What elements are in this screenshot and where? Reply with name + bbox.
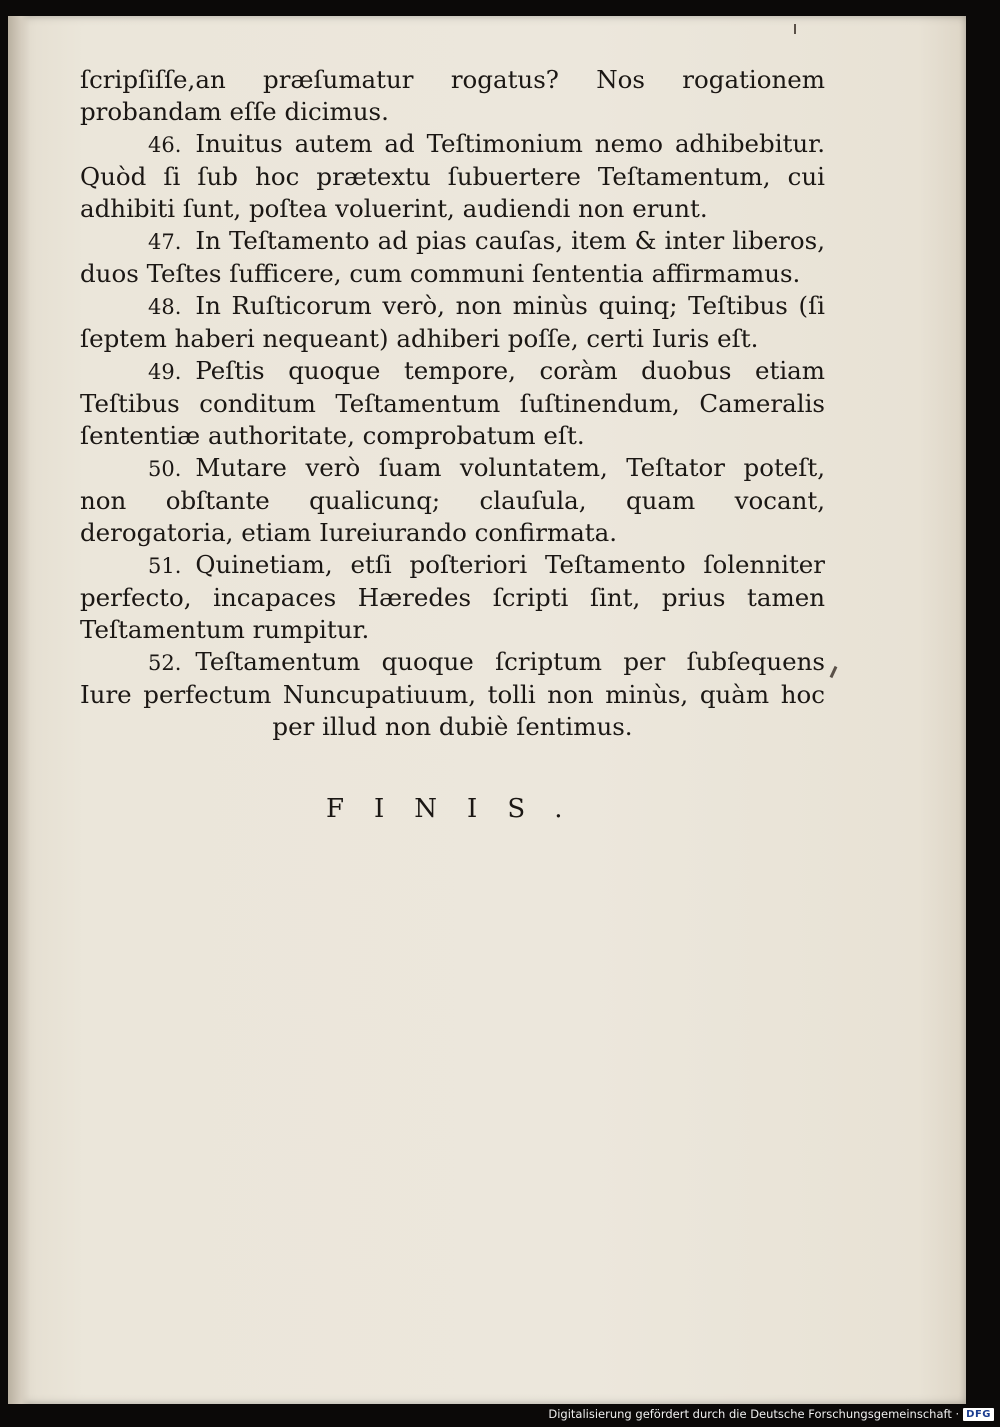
paragraph-number: 47. bbox=[148, 230, 182, 254]
dfg-logo-icon: DFG bbox=[963, 1408, 994, 1421]
body-text bbox=[80, 64, 825, 743]
paragraph-continued bbox=[80, 64, 825, 128]
closing-finis: FINIS. bbox=[326, 794, 593, 824]
paragraph-48 bbox=[80, 290, 825, 355]
paragraph-50 bbox=[80, 452, 825, 549]
paragraph-text: Inuitus autem ad Teſtimonium nemo adhibebitur. Quòd ſi ſub hoc prætextu ſubuertere Teſtamentum, cui adhibiti ſunt, poſtea voluerint, audiendi non erunt. bbox=[80, 129, 825, 223]
paragraph-text: In Ruſticorum verò, non minùs quinq; Teſtibus (ſi ſeptem haberi nequeant) adhiberi poſſe, certi Iuris eſt. bbox=[80, 291, 825, 353]
paragraph-number: 51. bbox=[148, 554, 182, 578]
paragraph-text: ſcripſiſſe,an præſumatur rogatus? Nos rogationem probandam eſſe dicimus. bbox=[80, 65, 825, 126]
paragraph-text: Mutare verò ſuam voluntatem, Teſtator poteſt, non obſtante qualicunq; clauſula, quam vocant, derogatoria, etiam Iureiurando confirmata. bbox=[80, 453, 825, 547]
paragraph-number: 52. bbox=[148, 651, 182, 675]
footer-credit: Digitalisierung gefördert durch die Deutsche Forschungsgemeinschaft · bbox=[548, 1407, 960, 1421]
paragraph-number: 49. bbox=[148, 360, 182, 384]
paragraph-52 bbox=[80, 646, 825, 743]
book-page bbox=[8, 16, 966, 1404]
paragraph-number: 46. bbox=[148, 133, 182, 157]
paragraph-47 bbox=[80, 225, 825, 290]
ink-speck bbox=[794, 24, 796, 34]
paragraph-text: Peſtis quoque tempore, coràm duobus etiam Teſtibus conditum Teſtamentum ſuſtinendum, Cameralis ſententiæ authoritate, comprobatum eſt. bbox=[80, 356, 825, 450]
digitization-footer bbox=[548, 1404, 994, 1424]
paragraph-51 bbox=[80, 549, 825, 646]
page-gutter-shadow bbox=[8, 16, 30, 1404]
paragraph-number: 50. bbox=[148, 457, 182, 481]
paragraph-46 bbox=[80, 128, 825, 225]
paragraph-text: In Teſtamento ad pias cauſas, item & inter liberos, duos Teſtes ſufficere, cum communi ſententia affirmamus. bbox=[80, 226, 825, 288]
paragraph-text: Teſtamentum quoque ſcriptum per ſubſequens Iure perfectum Nuncupatiuum, tolli non minùs, quàm hoc per illud non dubiè ſentimus. bbox=[80, 647, 825, 741]
paragraph-number: 48. bbox=[148, 295, 182, 319]
ink-speck bbox=[830, 666, 838, 678]
paragraph-text: Quinetiam, etſi poſteriori Teſtamento ſolenniter perfecto, incapaces Hæredes ſcripti ſint, prius tamen Teſtamentum rumpitur. bbox=[80, 550, 825, 644]
paragraph-49 bbox=[80, 355, 825, 452]
